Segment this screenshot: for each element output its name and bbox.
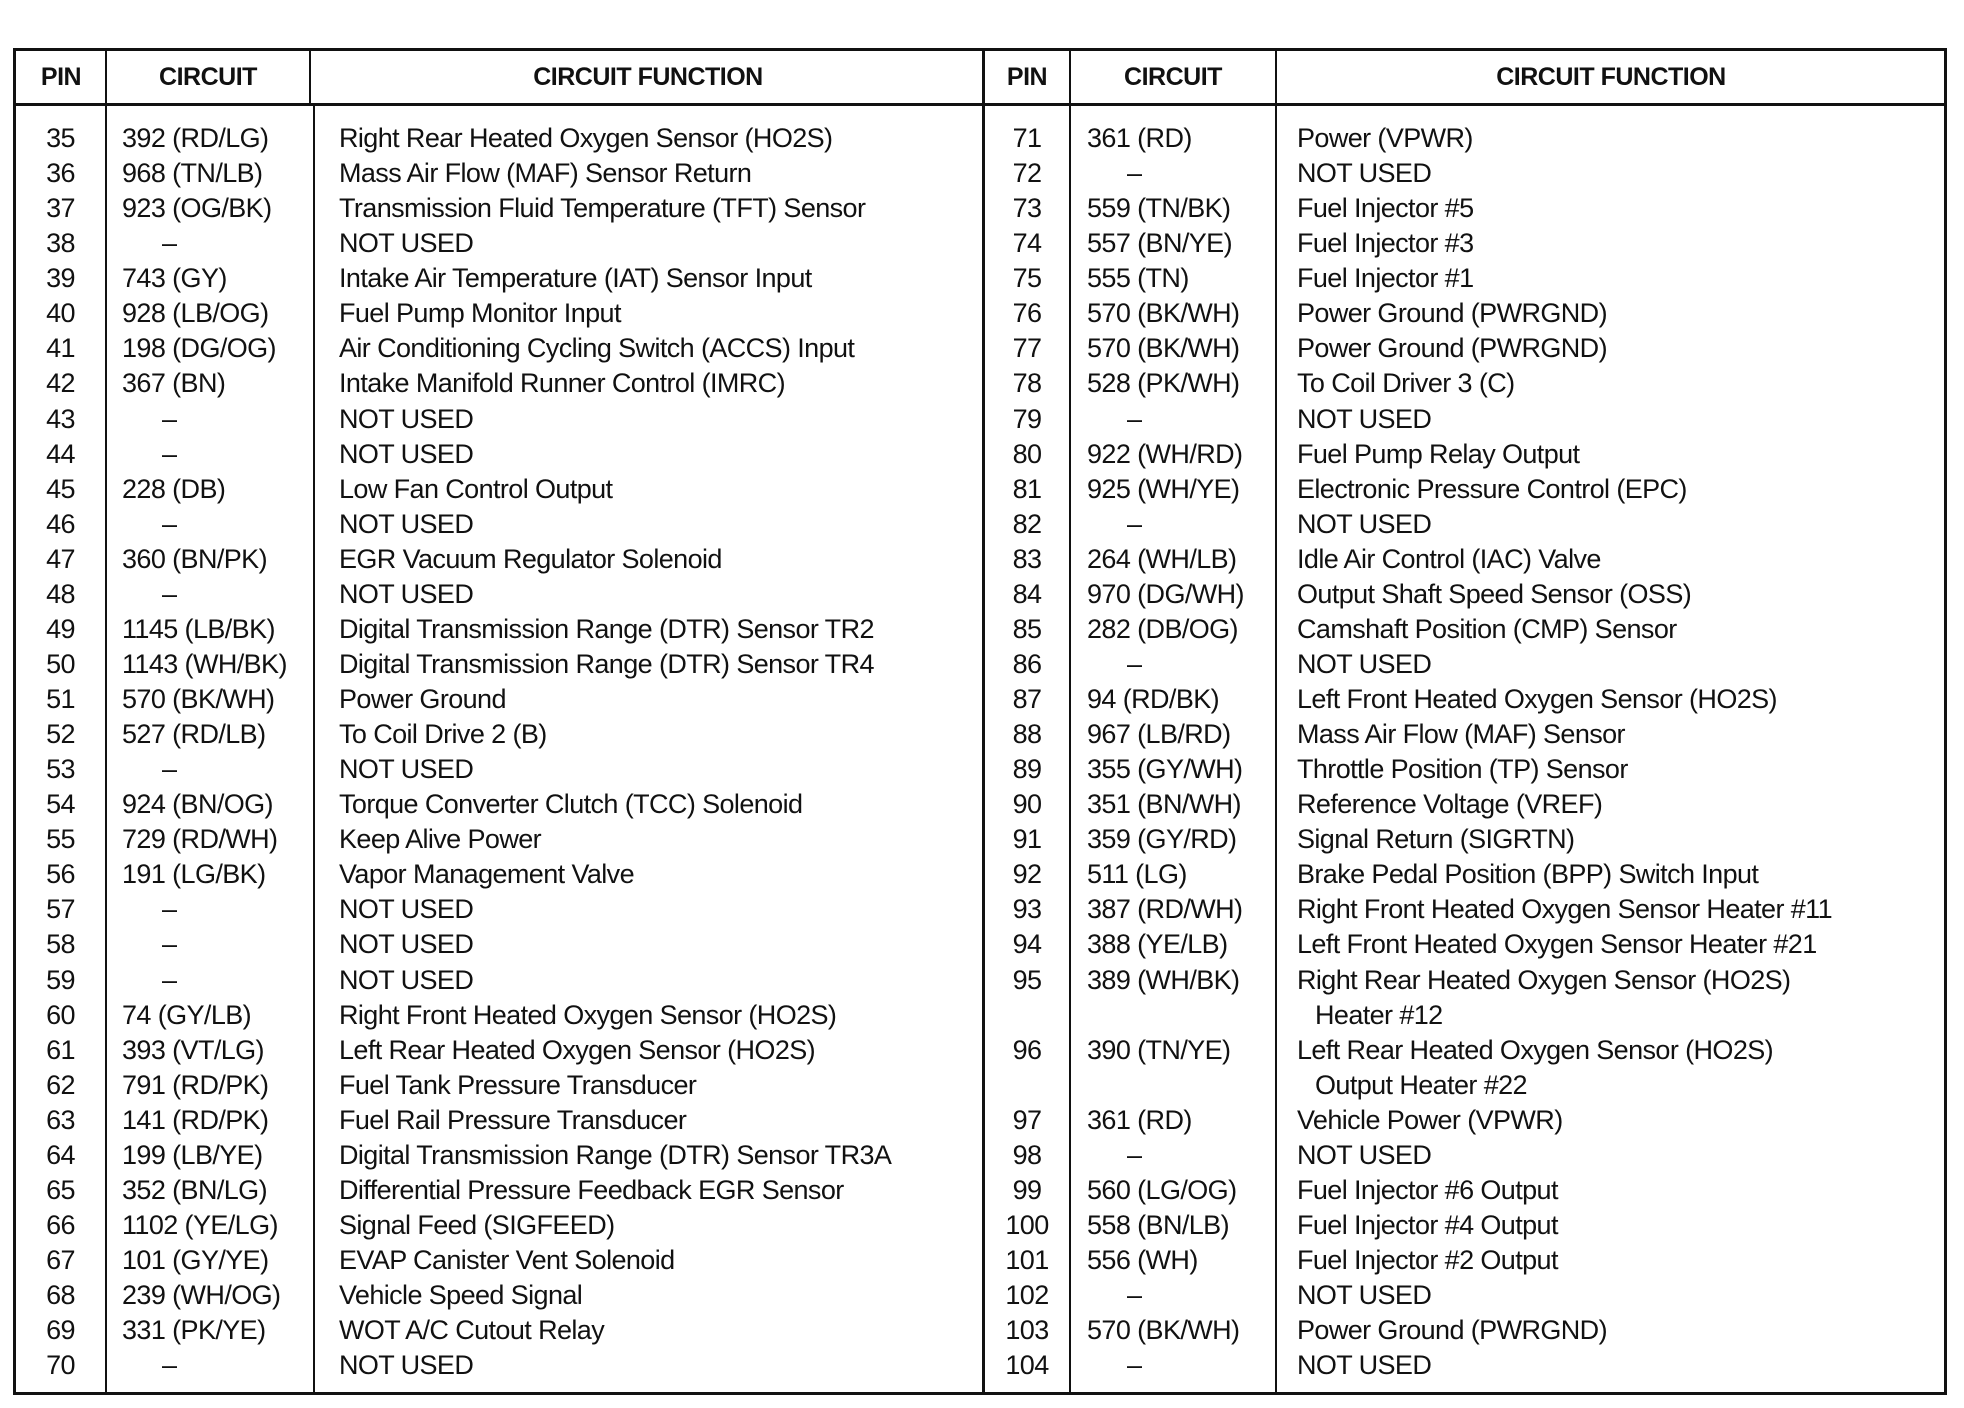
circuit-id: 923 (OG/BK)	[122, 193, 272, 224]
circuit-id: –	[1127, 508, 1142, 539]
table-row	[985, 507, 1944, 542]
circuit-id: 360 (BN/PK)	[122, 543, 267, 574]
pin-number: 58	[46, 929, 75, 960]
pin-number: 68	[46, 1280, 75, 1311]
circuit-function: Power Ground (PWRGND)	[1297, 333, 1607, 364]
table-row	[985, 1278, 1944, 1313]
circuit-id: 1143 (WH/BK)	[122, 648, 287, 679]
circuit-function: NOT USED	[1297, 403, 1432, 434]
circuit-function: Fuel Injector #1	[1297, 263, 1474, 294]
pin-number: 71	[1012, 123, 1042, 153]
circuit-function: NOT USED	[339, 964, 474, 995]
circuit-id: –	[1127, 1350, 1142, 1381]
table-row	[16, 472, 985, 507]
circuit-function: Air Conditioning Cycling Switch (ACCS) Input	[339, 333, 855, 364]
table-row	[16, 647, 985, 682]
table-body	[985, 121, 1944, 1383]
pin-number: 82	[1012, 508, 1042, 539]
table-row	[985, 1348, 1944, 1383]
circuit-function: Digital Transmission Range (DTR) Sensor TR4	[339, 648, 874, 679]
circuit-function: Power Ground	[339, 684, 506, 714]
circuit-function: Brake Pedal Position (BPP) Switch Input	[1297, 859, 1759, 890]
circuit-id: 282 (DB/OG)	[1087, 613, 1238, 644]
pin-number: 43	[46, 403, 75, 434]
circuit-id: 556 (WH)	[1087, 1245, 1198, 1275]
circuit-id: 557 (BN/YE)	[1087, 228, 1232, 259]
circuit-id: 528 (PK/WH)	[1087, 368, 1240, 399]
circuit-function: Idle Air Control (IAC) Valve	[1297, 543, 1601, 574]
table-row	[16, 717, 985, 752]
circuit-id: 387 (RD/WH)	[1087, 894, 1243, 925]
circuit-id: 264 (WH/LB)	[1087, 543, 1237, 574]
table-body	[16, 121, 985, 1383]
table-row	[985, 927, 1944, 962]
pin-number: 44	[46, 438, 75, 469]
circuit-id: 570 (BK/WH)	[1087, 1315, 1240, 1346]
table-row	[985, 366, 1944, 401]
circuit-function: NOT USED	[339, 508, 474, 539]
circuit-function: Intake Manifold Runner Control (IMRC)	[339, 368, 785, 399]
circuit-id: –	[162, 403, 177, 434]
circuit-id: 570 (BK/WH)	[1087, 298, 1240, 329]
circuit-id: 351 (BN/WH)	[1087, 789, 1241, 820]
pin-number: 98	[1012, 1139, 1042, 1170]
circuit-function: Camshaft Position (CMP) Sensor	[1297, 613, 1677, 644]
header-function: CIRCUIT FUNCTION	[1496, 63, 1726, 91]
pin-number: 74	[1012, 228, 1042, 259]
circuit-function: Signal Feed (SIGFEED)	[339, 1209, 615, 1240]
pin-number: 50	[46, 648, 75, 679]
table-row	[985, 402, 1944, 437]
table-row	[16, 927, 985, 962]
circuit-function: Vehicle Power (VPWR)	[1297, 1104, 1563, 1135]
table-row	[985, 682, 1944, 717]
circuit-id: 74 (GY/LB)	[122, 999, 252, 1030]
table-row	[16, 1243, 985, 1278]
circuit-id: 199 (LB/YE)	[122, 1139, 263, 1170]
circuit-function: To Coil Drive 2 (B)	[339, 719, 547, 750]
circuit-id: 390 (TN/YE)	[1087, 1034, 1231, 1065]
pin-number: 38	[46, 228, 75, 259]
pin-number: 45	[46, 473, 75, 504]
circuit-id: 388 (YE/LB)	[1087, 929, 1228, 960]
pin-number: 99	[1012, 1174, 1042, 1205]
header-pin: PIN	[1006, 63, 1048, 91]
circuit-function: Right Rear Heated Oxygen Sensor (HO2S)	[1297, 964, 1791, 995]
circuit-function: NOT USED	[1297, 648, 1432, 679]
circuit-id: 924 (BN/OG)	[122, 789, 273, 820]
circuit-id: –	[1127, 158, 1142, 189]
circuit-id: –	[162, 964, 177, 995]
table-row	[985, 1033, 1944, 1068]
table-row	[16, 752, 985, 787]
pin-number: 55	[46, 824, 75, 855]
circuit-id: 570 (BK/WH)	[1087, 333, 1240, 364]
table-row	[16, 822, 985, 857]
table-row	[16, 121, 985, 156]
pin-number: 89	[1012, 754, 1042, 785]
table-row	[985, 226, 1944, 261]
circuit-id: –	[1127, 1139, 1142, 1170]
table-row	[985, 717, 1944, 752]
pin-number: 96	[1012, 1034, 1042, 1065]
table-row	[985, 261, 1944, 296]
table-header	[16, 51, 985, 106]
circuit-id: 361 (RD)	[1087, 123, 1192, 153]
circuit-function: Left Front Heated Oxygen Sensor Heater #21	[1297, 929, 1817, 960]
circuit-id: 141 (RD/PK)	[122, 1104, 269, 1135]
circuit-function: Left Rear Heated Oxygen Sensor (HO2S)	[339, 1034, 816, 1065]
table-row	[16, 682, 985, 717]
pin-number: 56	[46, 859, 75, 890]
circuit-function: To Coil Driver 3 (C)	[1297, 368, 1515, 399]
pin-number: 95	[1012, 964, 1042, 995]
table-row	[985, 612, 1944, 647]
circuit-id: –	[162, 929, 177, 960]
pin-number: 88	[1012, 719, 1042, 750]
circuit-function: Fuel Tank Pressure Transducer	[339, 1069, 697, 1100]
circuit-id: 101 (GY/YE)	[122, 1245, 269, 1275]
table-row	[985, 437, 1944, 472]
circuit-id: –	[1127, 403, 1142, 434]
pin-number: 97	[1012, 1104, 1042, 1135]
pin-number: 35	[46, 123, 75, 153]
circuit-id: 361 (RD)	[1087, 1104, 1192, 1135]
circuit-function: Power Ground (PWRGND)	[1297, 1315, 1607, 1346]
circuit-function: Mass Air Flow (MAF) Sensor	[1297, 719, 1625, 750]
circuit-function: Throttle Position (TP) Sensor	[1297, 754, 1628, 785]
table-row	[16, 402, 985, 437]
table-row	[16, 1033, 985, 1068]
pin-number: 40	[46, 298, 75, 329]
circuit-id: 560 (LG/OG)	[1087, 1174, 1237, 1205]
circuit-id: 570 (BK/WH)	[122, 684, 275, 714]
table-row	[16, 857, 985, 892]
table-row	[16, 437, 985, 472]
table-row	[16, 156, 985, 191]
circuit-id: 355 (GY/WH)	[1087, 754, 1243, 785]
table-row	[16, 998, 985, 1033]
table-row	[985, 822, 1944, 857]
circuit-function: Power (VPWR)	[1297, 123, 1473, 153]
circuit-function: NOT USED	[1297, 1139, 1432, 1170]
circuit-function: Reference Voltage (VREF)	[1297, 789, 1603, 820]
table-row	[16, 787, 985, 822]
table-row	[985, 1313, 1944, 1348]
table-row	[985, 191, 1944, 226]
table-row	[985, 331, 1944, 366]
circuit-id: 928 (LB/OG)	[122, 298, 269, 329]
pin-number: 90	[1012, 789, 1042, 820]
circuit-function: Output Shaft Speed Sensor (OSS)	[1297, 578, 1692, 609]
table-row	[16, 1173, 985, 1208]
circuit-function: Transmission Fluid Temperature (TFT) Sensor	[339, 193, 866, 224]
circuit-function: NOT USED	[339, 929, 474, 960]
table-row	[985, 577, 1944, 612]
pin-number: 57	[46, 894, 75, 925]
circuit-function: Digital Transmission Range (DTR) Sensor TR2	[339, 613, 874, 644]
pin-number: 75	[1012, 263, 1042, 294]
circuit-function: NOT USED	[1297, 158, 1432, 189]
table-row	[985, 787, 1944, 822]
circuit-function-continued: Output Heater #22	[1315, 1069, 1527, 1100]
table-row	[985, 752, 1944, 787]
circuit-id: 559 (TN/BK)	[1087, 193, 1231, 224]
table-row	[16, 1103, 985, 1138]
pin-number: 46	[46, 508, 75, 539]
circuit-id: 198 (DG/OG)	[122, 333, 276, 364]
circuit-id: 791 (RD/PK)	[122, 1069, 269, 1100]
circuit-id: 393 (VT/LG)	[122, 1034, 264, 1065]
pin-number: 77	[1012, 333, 1042, 364]
pin-number: 73	[1012, 193, 1042, 224]
circuit-function: NOT USED	[339, 403, 474, 434]
pin-number: 78	[1012, 368, 1042, 399]
table-row	[985, 1138, 1944, 1173]
circuit-id: –	[1127, 1280, 1142, 1311]
circuit-id: 94 (RD/BK)	[1087, 684, 1220, 714]
table-header	[985, 51, 1944, 106]
pin-number: 59	[46, 964, 75, 995]
pin-number: 49	[46, 613, 75, 644]
pin-number: 64	[46, 1139, 75, 1170]
table-row	[985, 647, 1944, 682]
pin-number: 39	[46, 263, 75, 294]
pin-number: 63	[46, 1104, 75, 1135]
pin-number: 42	[46, 368, 75, 399]
table-row	[16, 191, 985, 226]
circuit-id: 352 (BN/LG)	[122, 1174, 267, 1205]
header-circuit: CIRCUIT	[159, 63, 257, 91]
circuit-id: 555 (TN)	[1087, 263, 1189, 294]
pin-number: 37	[46, 193, 75, 224]
header-circuit: CIRCUIT	[1124, 63, 1222, 91]
pin-number: 65	[46, 1174, 75, 1205]
table-row-continuation	[985, 1068, 1944, 1103]
pin-number: 93	[1012, 894, 1042, 925]
pin-number: 60	[46, 999, 75, 1030]
circuit-id: 359 (GY/RD)	[1087, 824, 1237, 855]
circuit-function: NOT USED	[1297, 1280, 1432, 1311]
pin-number: 69	[46, 1315, 75, 1346]
circuit-id: –	[162, 894, 177, 925]
header-pin: PIN	[40, 63, 82, 91]
circuit-function: NOT USED	[339, 894, 474, 925]
table-row	[16, 296, 985, 331]
circuit-id: 331 (PK/YE)	[122, 1315, 266, 1346]
circuit-function: EGR Vacuum Regulator Solenoid	[339, 543, 722, 574]
circuit-function: Fuel Injector #3	[1297, 228, 1474, 259]
pin-number: 36	[46, 158, 75, 189]
circuit-id: 1102 (YE/LG)	[122, 1209, 278, 1240]
table-row	[16, 577, 985, 612]
circuit-function: EVAP Canister Vent Solenoid	[339, 1245, 675, 1275]
circuit-function: Electronic Pressure Control (EPC)	[1297, 473, 1687, 504]
circuit-id: –	[162, 578, 177, 609]
pin-number: 92	[1012, 859, 1042, 890]
table-row	[16, 542, 985, 577]
circuit-function: Left Rear Heated Oxygen Sensor (HO2S)	[1297, 1034, 1774, 1065]
circuit-id: 392 (RD/LG)	[122, 123, 269, 153]
table-row	[985, 472, 1944, 507]
circuit-id: –	[162, 438, 177, 469]
circuit-function: Digital Transmission Range (DTR) Sensor TR3A	[339, 1139, 892, 1170]
pin-number: 53	[46, 754, 75, 785]
circuit-id: –	[162, 228, 177, 259]
table-row	[16, 1208, 985, 1243]
circuit-id: –	[162, 754, 177, 785]
pin-number: 84	[1012, 578, 1042, 609]
circuit-id: 968 (TN/LB)	[122, 158, 263, 189]
table-row	[985, 963, 1944, 998]
circuit-id: 1145 (LB/BK)	[122, 613, 275, 644]
table-row	[16, 261, 985, 296]
circuit-function: NOT USED	[1297, 1350, 1432, 1381]
table-row	[16, 1138, 985, 1173]
circuit-function: NOT USED	[339, 1350, 474, 1381]
pin-number: 61	[46, 1034, 75, 1065]
circuit-function: Fuel Injector #2 Output	[1297, 1245, 1558, 1275]
pin-number: 85	[1012, 613, 1042, 644]
pin-number: 70	[46, 1350, 75, 1381]
table-row-continuation	[985, 998, 1944, 1033]
circuit-function: Fuel Pump Relay Output	[1297, 438, 1580, 469]
pin-number: 62	[46, 1069, 75, 1100]
circuit-id: –	[162, 1350, 177, 1381]
table-row	[985, 857, 1944, 892]
circuit-function: WOT A/C Cutout Relay	[339, 1315, 605, 1346]
circuit-id: 967 (LB/RD)	[1087, 719, 1231, 750]
circuit-id: 239 (WH/OG)	[122, 1280, 281, 1311]
pin-number: 101	[1005, 1245, 1049, 1275]
table-row	[985, 1103, 1944, 1138]
circuit-id: 511 (LG)	[1087, 859, 1187, 890]
circuit-function: Fuel Injector #4 Output	[1297, 1209, 1558, 1240]
table-row	[16, 1313, 985, 1348]
pinout-table-right	[982, 48, 1947, 1395]
circuit-id: 367 (BN)	[122, 368, 226, 399]
table-row	[16, 1278, 985, 1313]
pin-number: 94	[1012, 929, 1042, 960]
pin-number: 80	[1012, 438, 1042, 469]
circuit-id: –	[162, 508, 177, 539]
circuit-function: Fuel Injector #5	[1297, 193, 1474, 224]
circuit-function: Fuel Injector #6 Output	[1297, 1174, 1558, 1205]
circuit-id: 228 (DB)	[122, 473, 226, 504]
pin-number: 51	[46, 684, 75, 714]
table-row	[985, 296, 1944, 331]
table-row	[16, 1068, 985, 1103]
circuit-function: Fuel Rail Pressure Transducer	[339, 1104, 687, 1135]
pin-number: 104	[1005, 1350, 1049, 1381]
circuit-function: Right Front Heated Oxygen Sensor (HO2S)	[339, 999, 837, 1030]
circuit-function: Right Front Heated Oxygen Sensor Heater #11	[1297, 894, 1833, 925]
table-row	[985, 1243, 1944, 1278]
table-row	[16, 963, 985, 998]
circuit-function: Keep Alive Power	[339, 824, 542, 855]
circuit-id: 191 (LG/BK)	[122, 859, 266, 890]
circuit-function: NOT USED	[1297, 508, 1432, 539]
circuit-function: Differential Pressure Feedback EGR Sensor	[339, 1174, 844, 1205]
circuit-function: NOT USED	[339, 438, 474, 469]
pin-number: 76	[1012, 298, 1042, 329]
table-row	[985, 156, 1944, 191]
circuit-function: Left Front Heated Oxygen Sensor (HO2S)	[1297, 684, 1777, 714]
pin-number: 100	[1005, 1209, 1049, 1240]
pin-number: 79	[1012, 403, 1042, 434]
circuit-id: 743 (GY)	[122, 263, 227, 294]
table-row	[16, 226, 985, 261]
circuit-function: Fuel Pump Monitor Input	[339, 298, 621, 329]
pinout-table-left	[13, 48, 985, 1395]
circuit-function: Signal Return (SIGRTN)	[1297, 824, 1575, 855]
pin-number: 87	[1012, 684, 1042, 714]
circuit-id: 970 (DG/WH)	[1087, 578, 1244, 609]
pin-number: 86	[1012, 648, 1042, 679]
table-row	[16, 331, 985, 366]
circuit-id: 558 (BN/LB)	[1087, 1209, 1229, 1240]
table-row	[985, 121, 1944, 156]
circuit-function: NOT USED	[339, 228, 474, 259]
table-row	[985, 1208, 1944, 1243]
table-row	[16, 366, 985, 401]
pin-number: 103	[1005, 1315, 1049, 1346]
column-divider	[309, 51, 311, 103]
table-row	[16, 892, 985, 927]
circuit-id: 527 (RD/LB)	[122, 719, 266, 750]
circuit-function: NOT USED	[339, 578, 474, 609]
pin-number: 102	[1005, 1280, 1049, 1311]
circuit-function: Mass Air Flow (MAF) Sensor Return	[339, 158, 752, 189]
header-function: CIRCUIT FUNCTION	[533, 63, 763, 91]
pin-number: 83	[1012, 543, 1042, 574]
table-row	[16, 612, 985, 647]
circuit-id: 389 (WH/BK)	[1087, 964, 1240, 995]
pin-number: 41	[46, 333, 75, 364]
pin-number: 48	[46, 578, 75, 609]
circuit-id: 922 (WH/RD)	[1087, 438, 1243, 469]
table-row	[16, 507, 985, 542]
circuit-function: Power Ground (PWRGND)	[1297, 298, 1607, 329]
circuit-function: Torque Converter Clutch (TCC) Solenoid	[339, 789, 803, 820]
circuit-function: Intake Air Temperature (IAT) Sensor Input	[339, 263, 812, 294]
circuit-id: –	[1127, 648, 1142, 679]
table-row	[985, 542, 1944, 577]
table-row	[16, 1348, 985, 1383]
pin-number: 91	[1012, 824, 1042, 855]
pin-number: 54	[46, 789, 75, 820]
pin-number: 67	[46, 1245, 75, 1275]
table-row	[985, 892, 1944, 927]
table-row	[985, 1173, 1944, 1208]
circuit-function: Vapor Management Valve	[339, 859, 634, 890]
circuit-function: Right Rear Heated Oxygen Sensor (HO2S)	[339, 123, 833, 153]
circuit-id: 925 (WH/YE)	[1087, 473, 1240, 504]
pin-number: 47	[46, 543, 75, 574]
circuit-function-continued: Heater #12	[1315, 999, 1443, 1030]
circuit-function: Low Fan Control Output	[339, 473, 613, 504]
circuit-id: 729 (RD/WH)	[122, 824, 278, 855]
pin-number: 72	[1012, 158, 1042, 189]
circuit-function: Vehicle Speed Signal	[339, 1280, 583, 1311]
pin-number: 66	[46, 1209, 75, 1240]
pin-number: 81	[1012, 473, 1042, 504]
pin-number: 52	[46, 719, 75, 750]
circuit-function: NOT USED	[339, 754, 474, 785]
